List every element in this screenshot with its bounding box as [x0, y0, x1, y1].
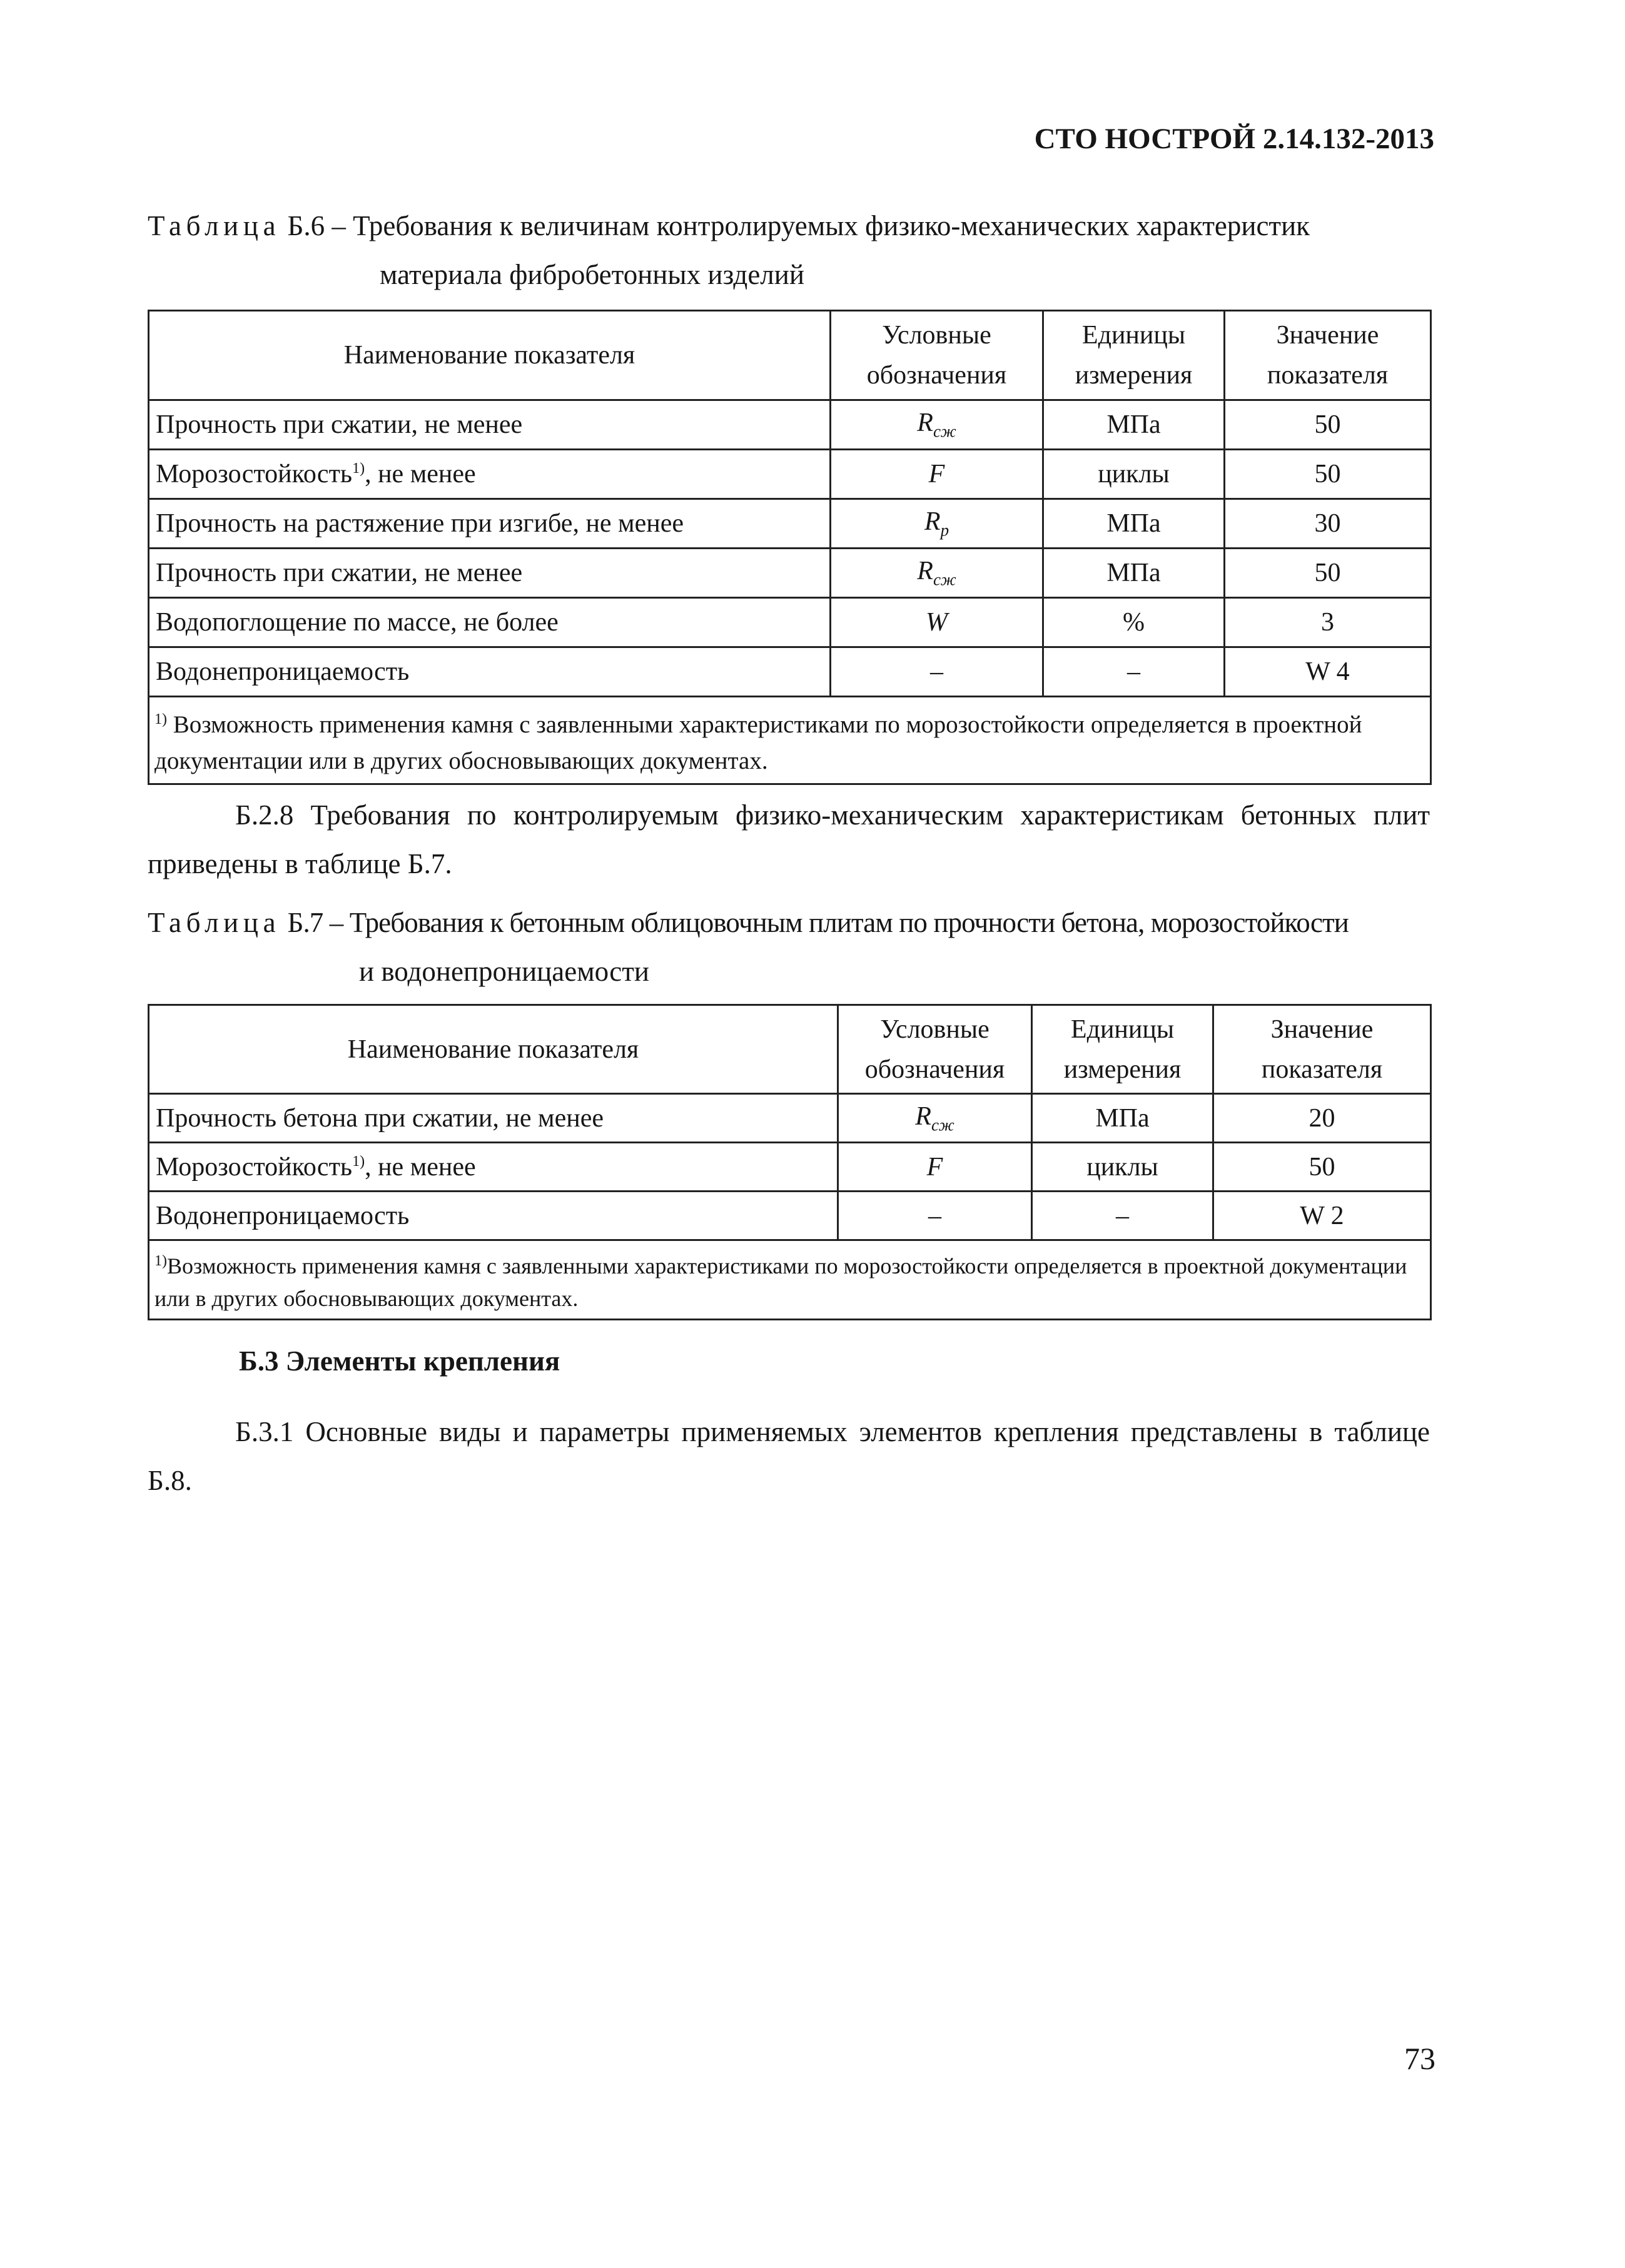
- column-header: Наименование показателя: [149, 311, 831, 400]
- table-row: [149, 549, 1431, 598]
- paragraph-b28: Б.2.8 Требования по контролируемым физико-механическим характеристикам бетонных плит приведены в таблице Б.7.: [148, 799, 1430, 879]
- row-value: 20: [1213, 1094, 1431, 1143]
- table-footnote: $^{1)}$Возможность применения камня с заявленными характеристиками по морозостойкости определяется в проектной документации или в других обосновывающих документах.: [149, 1240, 1431, 1320]
- row-symbol: W: [831, 598, 1043, 647]
- row-symbol: –: [831, 647, 1043, 697]
- table-row: [149, 400, 1431, 450]
- row-unit: МПа: [1043, 400, 1225, 450]
- row-name: Прочность при сжатии, не менее: [149, 400, 831, 450]
- page-number: 73: [1404, 2041, 1435, 2076]
- table-row: [149, 1143, 1431, 1192]
- table-footnote: $^{1)}$ Возможность применения камня с заявленными характеристиками по морозостойкости определяется в проектной документации или в других обосновывающих документах.: [149, 697, 1431, 784]
- table-b7-caption: [148, 898, 1430, 996]
- table-b7-caption-text: Б.7 – Требования к бетонным облицовочным плитам по прочности бетона, морозостойкости: [287, 907, 1349, 938]
- table-row: [149, 450, 1431, 499]
- row-unit: МПа: [1043, 499, 1225, 549]
- row-unit: МПа: [1043, 549, 1225, 598]
- row-unit: %: [1043, 598, 1225, 647]
- row-symbol: $R_{сж}$: [831, 549, 1043, 598]
- row-value: 30: [1225, 499, 1431, 549]
- row-symbol: F: [838, 1143, 1032, 1192]
- column-header: Наименование показателя: [149, 1005, 838, 1094]
- row-unit: –: [1032, 1192, 1213, 1240]
- column-header: Значение показателя: [1213, 1005, 1431, 1094]
- footnote-row: [149, 697, 1431, 784]
- table-b7-caption-label: Таблица: [148, 907, 281, 938]
- table-row: [149, 499, 1431, 549]
- table-header-row: [149, 311, 1431, 400]
- table-row: [149, 598, 1431, 647]
- row-name: Прочность бетона при сжатии, не менее: [149, 1094, 838, 1143]
- row-unit: –: [1043, 647, 1225, 697]
- row-unit: циклы: [1032, 1143, 1213, 1192]
- table-row: [149, 1094, 1431, 1143]
- row-value: 50: [1225, 549, 1431, 598]
- table-b6: [148, 310, 1432, 785]
- table-row: [149, 1192, 1431, 1240]
- table-header-row: [149, 1005, 1431, 1094]
- table-b7-caption-line2: и водонепроницаемости: [359, 956, 650, 987]
- table-row: [149, 647, 1431, 697]
- row-value: W 4: [1225, 647, 1431, 697]
- row-unit: МПа: [1032, 1094, 1213, 1143]
- footnote-marker: 1): [154, 711, 167, 727]
- row-name: Морозостойкость$^{1)}$, не менее: [149, 1143, 838, 1192]
- paragraph-b31: Б.3.1 Основные виды и параметры применяемых элементов крепления представлены в таблице Б.8.: [148, 1416, 1430, 1496]
- column-header: Условные обозначения: [838, 1005, 1032, 1094]
- row-value: 50: [1225, 400, 1431, 450]
- footnote-ref: 1): [352, 1153, 365, 1170]
- row-symbol: –: [838, 1192, 1032, 1240]
- footnote-ref: 1): [352, 460, 365, 477]
- section-heading: Б.3 Элементы крепления: [239, 1345, 560, 1377]
- row-value: 50: [1225, 450, 1431, 499]
- table-b7: [148, 1004, 1432, 1320]
- table-b6-caption-text: Б.6 – Требования к величинам контролируемых физико-механических характеристик: [287, 210, 1310, 241]
- row-symbol: $R_{сж}$: [831, 400, 1043, 450]
- column-header: Единицы измерения: [1043, 311, 1225, 400]
- row-name: Водонепроницаемость: [149, 1192, 838, 1240]
- row-value: 50: [1213, 1143, 1431, 1192]
- row-value: 3: [1225, 598, 1431, 647]
- row-name: Прочность при сжатии, не менее: [149, 549, 831, 598]
- row-name: Водопоглощение по массе, не более: [149, 598, 831, 647]
- table-b6-caption: [148, 201, 1430, 299]
- row-symbol: $R_{сж}$: [838, 1094, 1032, 1143]
- row-unit: циклы: [1043, 450, 1225, 499]
- row-symbol: $R_р$: [831, 499, 1043, 549]
- footnote-marker: 1): [154, 1253, 167, 1269]
- row-symbol: F: [831, 450, 1043, 499]
- column-header: Единицы измерения: [1032, 1005, 1213, 1094]
- column-header: Значение показателя: [1225, 311, 1431, 400]
- table-b6-caption-line2: материала фибробетонных изделий: [380, 259, 804, 290]
- row-name: Морозостойкость$^{1)}$, не менее: [149, 450, 831, 499]
- standard-code: СТО НОСТРОЙ 2.14.132-2013: [1034, 123, 1434, 155]
- row-name: Водонепроницаемость: [149, 647, 831, 697]
- table-b6-caption-label: Таблица: [148, 210, 281, 241]
- row-name: Прочность на растяжение при изгибе, не менее: [149, 499, 831, 549]
- column-header: Условные обозначения: [831, 311, 1043, 400]
- row-value: W 2: [1213, 1192, 1431, 1240]
- footnote-row: [149, 1240, 1431, 1320]
